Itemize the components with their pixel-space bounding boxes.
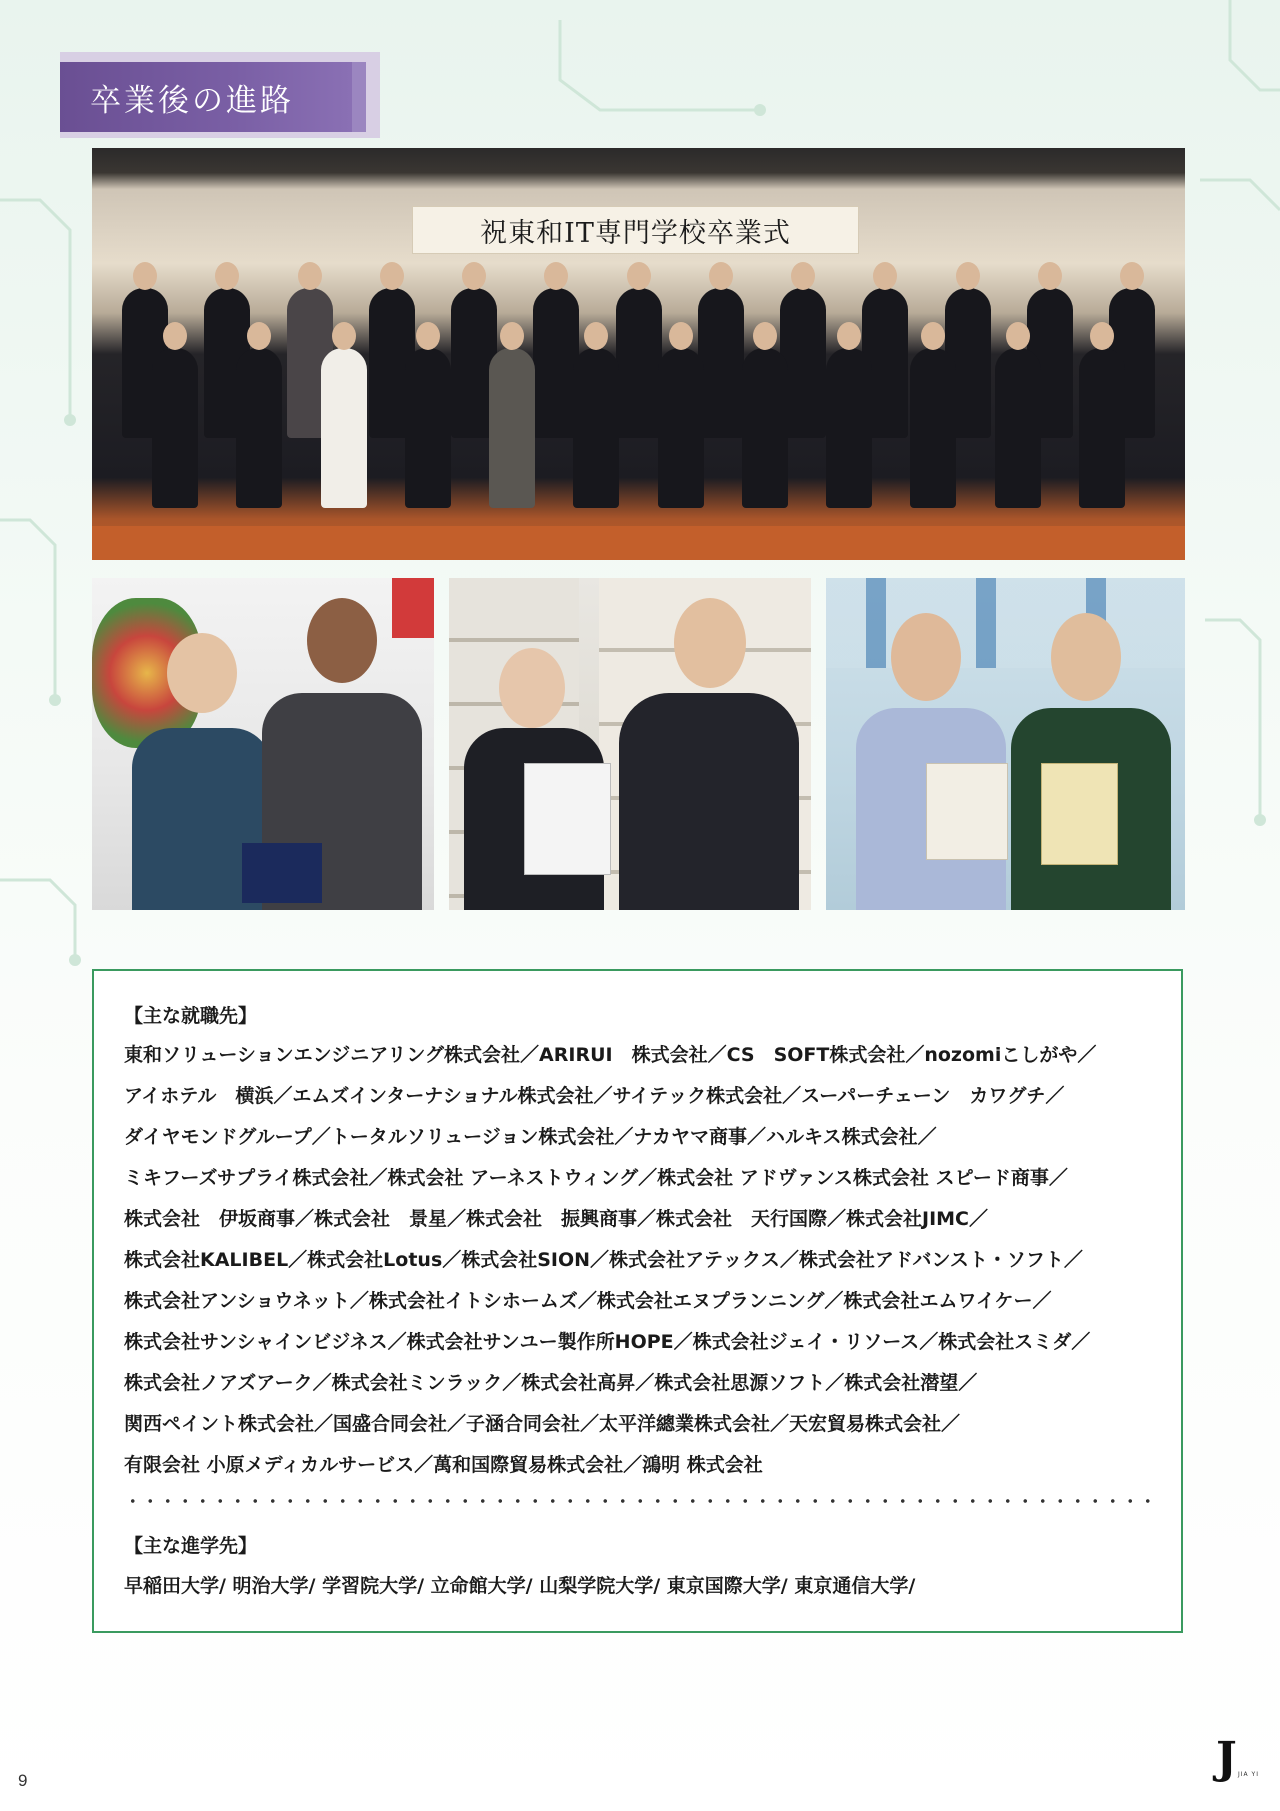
education-heading: 【主な進学先】: [124, 1535, 258, 1557]
students-with-books-photo: [826, 578, 1185, 910]
face-right: [307, 598, 377, 683]
woman-face: [891, 613, 961, 701]
banner-ribbon: [60, 62, 366, 132]
face-left: [167, 633, 237, 713]
employer-line: 関西ペイント株式会社／国盛合同会社／子涵合同会社／太平洋總業株式会社／天宏貿易株式会社／: [124, 1413, 961, 1435]
student-with-teacher-photo: [449, 578, 811, 910]
person: [573, 348, 619, 508]
employer-line: 有限会社 小原メディカルサービス／萬和国際貿易株式会社／鴻明 株式会社: [124, 1454, 763, 1476]
brand-logo: [1216, 1733, 1260, 1787]
person: [152, 348, 198, 508]
career-info-box: [92, 969, 1183, 1633]
dotted-divider: [124, 1499, 1159, 1503]
person: [826, 348, 872, 508]
man-face: [1051, 613, 1121, 701]
algorithm-book: [926, 763, 1008, 860]
employer-list: [124, 1035, 1164, 1486]
logo-mark: J: [1216, 1733, 1237, 1784]
employer-line: ミキフーズサプライ株式会社／株式会社 アーネストウィング／株式会社 アドヴァンス株式会社 スピード商事／: [124, 1167, 1068, 1189]
student-face: [499, 648, 565, 728]
stage-floor: [92, 526, 1185, 560]
employer-line: 株式会社ノアズアーク／株式会社ミンラック／株式会社高昇／株式会社思源ソフト／株式会社潜望／: [124, 1372, 978, 1394]
employer-line: 株式会社サンシャインビジネス／株式会社サンユー製作所HOPE／株式会社ジェイ・リソース／株式会社スミダ／: [124, 1331, 1091, 1353]
person: [995, 348, 1041, 508]
employer-line: 株式会社アンショウネット／株式会社イトシホームズ／株式会社エヌプランニング／株式会社エムワイケー／: [124, 1290, 1052, 1312]
teacher-face: [674, 598, 746, 688]
java-book: [1041, 763, 1118, 865]
section-heading-banner: [60, 52, 380, 138]
diploma-handshake-photo: [92, 578, 434, 910]
person: [405, 348, 451, 508]
red-logo-sign: [392, 578, 434, 638]
university-list: 早稲田大学/ 明治大学/ 学習院大学/ 立命館大学/ 山梨学院大学/ 東京国際大学/ 東京通信大学/: [124, 1575, 916, 1597]
graduation-group-photo: [92, 148, 1185, 560]
certificate-paper: [524, 763, 611, 875]
page-number: 9: [18, 1771, 28, 1790]
employer-line: アイホテル 横浜／エムズインターナショナル株式会社／サイテック株式会社／スーパーチェーン カワグチ／: [124, 1085, 1065, 1107]
logo-text: JIA YI: [1238, 1771, 1259, 1778]
teacher-body: [619, 693, 799, 910]
person: [489, 348, 535, 508]
section-title: 卒業後の進路: [90, 82, 294, 119]
employment-heading: 【主な就職先】: [124, 1005, 258, 1027]
employer-line: 株式会社KALIBEL／株式会社Lotus／株式会社SION／株式会社アテックス／株式会社アドバンスト・ソフト／: [124, 1249, 1083, 1271]
person: [742, 348, 788, 508]
front-row-people: [152, 348, 1125, 508]
ceremony-banner: 祝東和IT専門学校卒業式: [412, 206, 859, 254]
person: [236, 348, 282, 508]
person: [658, 348, 704, 508]
backdrop-logos: [826, 578, 1185, 668]
employer-line: 株式会社 伊坂商事／株式会社 景星／株式会社 振興商事／株式会社 天行国際／株式会社JIMC／: [124, 1208, 988, 1230]
person: [321, 348, 367, 508]
person: [910, 348, 956, 508]
diploma-folder: [242, 843, 322, 903]
employer-line: ダイヤモンドグループ／トータルソリュージョン株式会社／ナカヤマ商事／ハルキス株式会社／: [124, 1126, 937, 1148]
person: [1079, 348, 1125, 508]
employer-line: 東和ソリューションエンジニアリング株式会社／ARIRUI 株式会社／CS SOFT株式会社／nozomiこしがや／: [124, 1044, 1097, 1066]
